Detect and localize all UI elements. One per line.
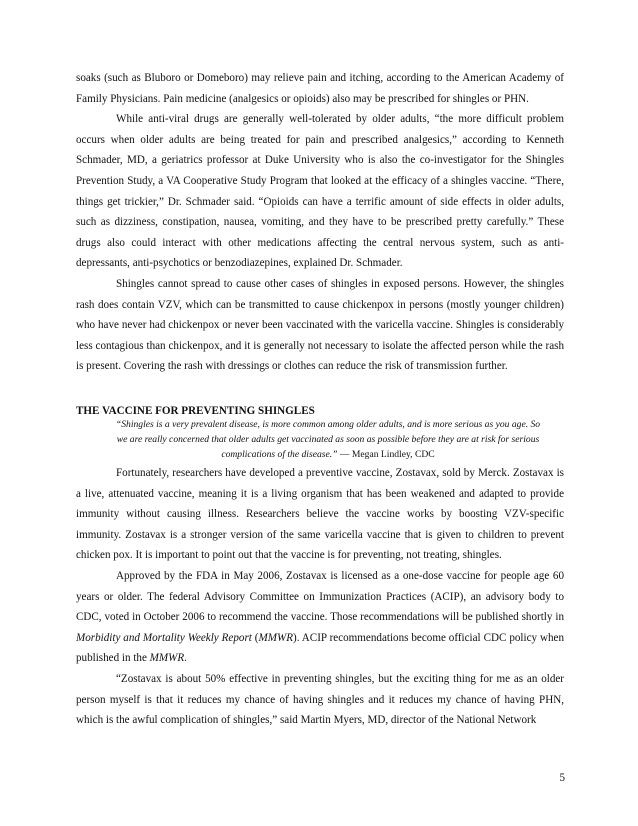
- pull-quote: [112, 418, 544, 462]
- text-run: Fortunately, researchers have developed a preventive vaccine, Zostavax, sold by Merck. Zostavax is a live, attenuated vaccine, meaning it is a living organism that has been weakened and adapted to provide immunity without causing illness. Researchers believe the vaccine works by boosting VZV-specific immunity. Zostavax is a stronger version of the same varicella vaccine that is given to children to prevent chicken pox. It is important to point out that the vaccine is for preventing, not treating, shingles.: [76, 467, 564, 562]
- body-text-top: [76, 68, 564, 377]
- text-run: (: [251, 631, 259, 644]
- text-run: Approved by the FDA in May 2006, Zostavax is licensed as a one-dose vaccine for people age 60 years or older. The federal Advisory Committee on Immunization Practices (ACIP), an advisory body to CDC, voted in October 2006 to recommend the vaccine. Those recommendations will be published shortly in: [76, 569, 564, 624]
- page-number: 5: [559, 772, 565, 784]
- paragraph: [76, 463, 564, 566]
- text-run: Shingles cannot spread to cause other cases of shingles in exposed persons. However, the shingles rash does contain VZV, which can be transmitted to cause chickenpox in persons (mostly younger children) who have never had chickenpox or never been vaccinated with the varicella vaccine. Shingles is considerably less contagious than chickenpox, and it is generally not necessary to isolate the affected person while the rash is present. Covering the rash with dressings or clothes can reduce the risk of transmission further.: [76, 277, 564, 373]
- section-heading: THE VACCINE FOR PREVENTING SHINGLES: [76, 405, 315, 417]
- paragraph: [76, 274, 564, 377]
- italic-run: MMWR: [149, 652, 185, 665]
- paragraph: [76, 669, 564, 731]
- text-run: .: [184, 652, 187, 665]
- italic-run: Morbidity and Mortality Weekly Report: [76, 631, 252, 644]
- italic-run: MMWR: [258, 631, 293, 644]
- text-run: soaks (such as Bluboro or Domeboro) may relieve pain and itching, according to the American Academy of Family Physicians. Pain medicine (analgesics or opioids) also may be prescribed for shingles or PHN.: [76, 72, 564, 105]
- paragraph: [76, 109, 564, 274]
- paragraph: [76, 566, 564, 669]
- text-run: ). ACIP recommendations become official CDC policy when published in the: [76, 631, 565, 665]
- paragraph: [76, 68, 564, 109]
- pull-quote-attribution: — Megan Lindley, CDC: [337, 448, 435, 460]
- body-text-bottom: [76, 463, 564, 731]
- pull-quote-text: “Shingles is a very prevalent disease, is more common among older adults, and is more serious as you age. So we are really concerned that older adults get vaccinated as soon as possible before they are at risk for serious complications of the disease.”: [115, 419, 541, 460]
- text-run: “Zostavax is about 50% effective in preventing shingles, but the exciting thing for me as an older person myself is that it reduces my chance of having shingles and it reduces my chance of having PHN, which is the awful complication of shingles,” said Martin Myers, MD, director of the National Network: [76, 672, 564, 727]
- text-run: While anti-viral drugs are generally well-tolerated by older adults, “the more difficult problem occurs when older adults are being treated for pain and prescribed analgesics,” according to Kenneth Schmader, MD, a geriatrics professor at Duke University who is also the co-investigator for the Shingles Prevention Study, a VA Cooperative Study Program that looked at the efficacy of a shingles vaccine. “There, things get trickier,” Dr. Schmader said. “Opioids can have a terrific amount of side effects in older adults, such as dizziness, constipation, nausea, vomiting, and they have to be prescribed pretty carefully.” These drugs also could interact with other medications affecting the central nervous system, such as anti-depressants, anti-psychotics or benzodiazepines, explained Dr. Schmader.: [76, 113, 564, 270]
